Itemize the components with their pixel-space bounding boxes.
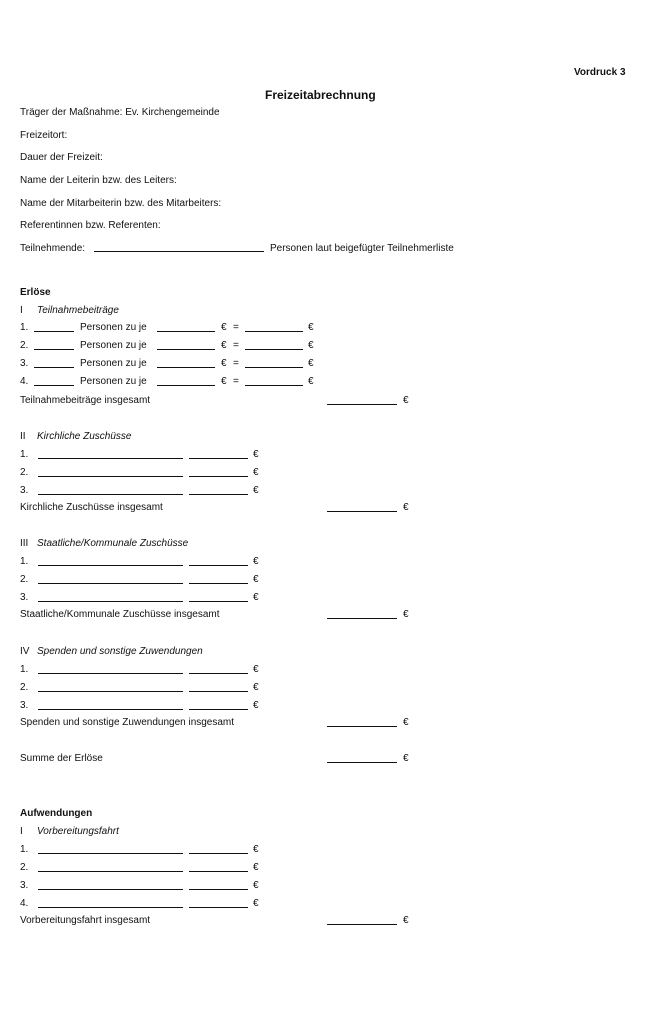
row-text: Personen zu je (80, 340, 147, 351)
equals-sign: = (233, 340, 239, 351)
euro-sign: € (221, 340, 227, 351)
teilnehmende-label: Teilnehmende: (20, 243, 86, 254)
row-text: Personen zu je (80, 322, 147, 333)
row-number: 3. (20, 700, 29, 711)
euro-sign: € (253, 485, 259, 496)
amount-field[interactable] (189, 565, 248, 566)
freizeitort-label: Freizeitort: (20, 130, 68, 141)
amount-field[interactable] (189, 907, 248, 908)
euro-sign: € (403, 395, 409, 406)
row-number: 1. (20, 664, 29, 675)
section-roman: I (20, 826, 23, 837)
row-text: Personen zu je (80, 376, 147, 387)
euro-sign: € (308, 376, 314, 387)
price-field[interactable] (157, 349, 215, 350)
teilnehmende-suffix: Personen laut beigefügter Teilnehmerliste (270, 243, 454, 254)
section-roman: IV (20, 646, 30, 657)
euro-sign: € (403, 502, 409, 513)
section-total-label: Kirchliche Zuschüsse insgesamt (20, 502, 163, 513)
amount-field[interactable] (245, 385, 303, 386)
section-title: Staatliche/Kommunale Zuschüsse (37, 538, 189, 549)
row-number: 4. (20, 376, 29, 387)
sum-erloese-field[interactable] (327, 762, 397, 763)
section-title: Kirchliche Zuschüsse (37, 431, 132, 442)
description-field[interactable] (38, 673, 183, 674)
row-number: 1. (20, 322, 29, 333)
description-field[interactable] (38, 601, 183, 602)
amount-field[interactable] (245, 331, 303, 332)
euro-sign: € (221, 358, 227, 369)
section-total-field[interactable] (327, 726, 397, 727)
price-field[interactable] (157, 385, 215, 386)
row-text: Personen zu je (80, 358, 147, 369)
leitung-label: Name der Leiterin bzw. des Leiters: (20, 175, 177, 186)
euro-sign: € (253, 880, 259, 891)
teilnehmende-count-field[interactable] (94, 251, 264, 252)
traeger-label: Träger der Maßnahme: Ev. Kirchengemeinde (20, 107, 220, 118)
description-field[interactable] (38, 709, 183, 710)
amount-field[interactable] (189, 458, 248, 459)
section-title: Teilnahmebeiträge (37, 305, 119, 316)
amount-field[interactable] (245, 367, 303, 368)
equals-sign: = (233, 358, 239, 369)
description-field[interactable] (38, 889, 183, 890)
amount-field[interactable] (189, 709, 248, 710)
euro-sign: € (308, 358, 314, 369)
row-number: 1. (20, 556, 29, 567)
euro-sign: € (308, 322, 314, 333)
row-number: 1. (20, 844, 29, 855)
mitarbeit-label: Name der Mitarbeiterin bzw. des Mitarbeiters: (20, 198, 222, 209)
page-title: Freizeitabrechnung (265, 88, 376, 102)
section-total-label: Staatliche/Kommunale Zuschüsse insgesamt (20, 609, 220, 620)
persons-field[interactable] (34, 349, 74, 350)
amount-field[interactable] (189, 494, 248, 495)
description-field[interactable] (38, 853, 183, 854)
row-number: 1. (20, 449, 29, 460)
description-field[interactable] (38, 458, 183, 459)
referenten-label: Referentinnen bzw. Referenten: (20, 220, 161, 231)
section-roman: I (20, 305, 23, 316)
amount-field[interactable] (189, 476, 248, 477)
amount-field[interactable] (189, 853, 248, 854)
amount-field[interactable] (189, 601, 248, 602)
persons-field[interactable] (34, 385, 74, 386)
form-number: Vordruck 3 (574, 67, 626, 78)
price-field[interactable] (157, 331, 215, 332)
euro-sign: € (253, 592, 259, 603)
euro-sign: € (253, 664, 259, 675)
section-title: Vorbereitungsfahrt (37, 826, 119, 837)
euro-sign: € (308, 340, 314, 351)
dauer-label: Dauer der Freizeit: (20, 152, 103, 163)
euro-sign: € (403, 609, 409, 620)
euro-sign: € (253, 844, 259, 855)
row-number: 2. (20, 340, 29, 351)
row-number: 4. (20, 898, 29, 909)
sum-erloese-label: Summe der Erlöse (20, 753, 103, 764)
amount-field[interactable] (189, 673, 248, 674)
description-field[interactable] (38, 907, 183, 908)
row-number: 3. (20, 880, 29, 891)
erloese-heading: Erlöse (20, 287, 51, 298)
amount-field[interactable] (245, 349, 303, 350)
section-total-field[interactable] (327, 511, 397, 512)
description-field[interactable] (38, 494, 183, 495)
equals-sign: = (233, 376, 239, 387)
row-number: 3. (20, 592, 29, 603)
euro-sign: € (403, 753, 409, 764)
persons-field[interactable] (34, 331, 74, 332)
section-total-label: Vorbereitungsfahrt insgesamt (20, 915, 151, 926)
euro-sign: € (253, 449, 259, 460)
row-number: 3. (20, 485, 29, 496)
euro-sign: € (253, 556, 259, 567)
persons-field[interactable] (34, 367, 74, 368)
amount-field[interactable] (189, 583, 248, 584)
amount-field[interactable] (189, 691, 248, 692)
amount-field[interactable] (189, 871, 248, 872)
row-number: 2. (20, 574, 29, 585)
section-total-field[interactable] (327, 924, 397, 925)
section-total-label: Spenden und sonstige Zuwendungen insgesamt (20, 717, 235, 728)
row-number: 2. (20, 467, 29, 478)
row-number: 2. (20, 682, 29, 693)
price-field[interactable] (157, 367, 215, 368)
amount-field[interactable] (189, 889, 248, 890)
euro-sign: € (253, 574, 259, 585)
aufwendungen-heading: Aufwendungen (20, 808, 93, 819)
euro-sign: € (221, 322, 227, 333)
row-number: 3. (20, 358, 29, 369)
description-field[interactable] (38, 871, 183, 872)
section-total-field[interactable] (327, 618, 397, 619)
description-field[interactable] (38, 691, 183, 692)
euro-sign: € (403, 717, 409, 728)
euro-sign: € (253, 682, 259, 693)
euro-sign: € (253, 862, 259, 873)
euro-sign: € (221, 376, 227, 387)
euro-sign: € (253, 898, 259, 909)
section-roman: II (20, 431, 26, 442)
euro-sign: € (403, 915, 409, 926)
row-number: 2. (20, 862, 29, 873)
euro-sign: € (253, 467, 259, 478)
section-title: Spenden und sonstige Zuwendungen (37, 646, 203, 657)
section-roman: III (20, 538, 29, 549)
description-field[interactable] (38, 583, 183, 584)
section-total-label: Teilnahmebeiträge insgesamt (20, 395, 151, 406)
euro-sign: € (253, 700, 259, 711)
equals-sign: = (233, 322, 239, 333)
description-field[interactable] (38, 565, 183, 566)
section-total-field[interactable] (327, 404, 397, 405)
description-field[interactable] (38, 476, 183, 477)
